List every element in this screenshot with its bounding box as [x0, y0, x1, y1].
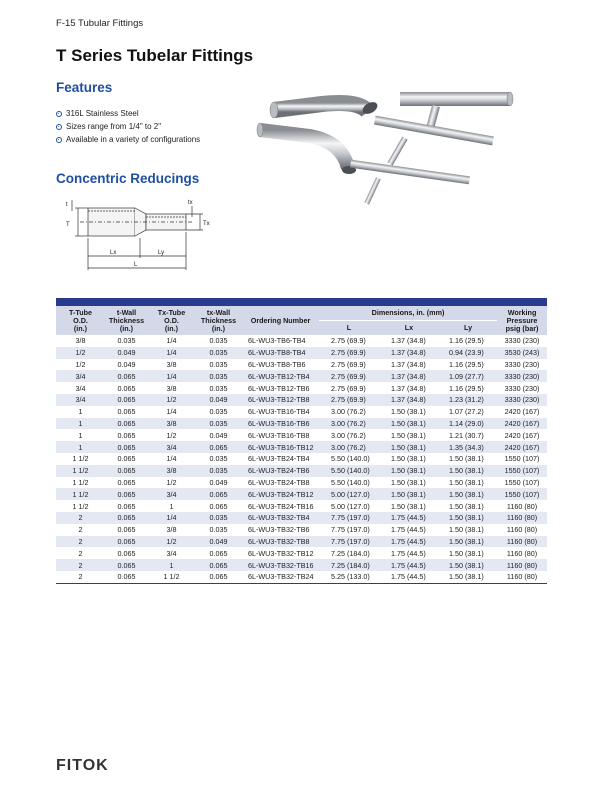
table-row: [56, 429, 547, 441]
cell-t-tube: 3/8: [75, 336, 86, 346]
cell-ordering-number: 6L-WU3-TB24-TB16: [248, 501, 314, 511]
cell-Ly: 1.50 (38.1): [439, 512, 497, 524]
cell-working-pressure: 1160 (80): [506, 501, 538, 511]
cell-working-pressure: 1550 (107): [504, 454, 540, 464]
cell-tx-tube: 1/2: [166, 430, 177, 440]
product-photo: [252, 72, 552, 222]
col-header-Ly: Ly: [463, 323, 473, 332]
cell-working-pressure: 1160 (80): [497, 512, 547, 524]
cell-tx-wall: 0.035: [195, 418, 242, 430]
cell-t-tube: 2: [78, 548, 83, 558]
cell-tx-wall: 0.065: [195, 488, 242, 500]
cell-ordering-number: 6L-WU3-TB32-TB8: [242, 536, 319, 548]
cell-tx-tube: 3/8: [166, 525, 177, 535]
cell-tx-wall: 0.035: [195, 465, 242, 477]
cell-tx-tube: 1 1/2: [163, 572, 180, 582]
cell-Ly: 1.21 (30.7): [449, 430, 484, 440]
table-row: [56, 382, 547, 394]
col-header-ordering-number: Ordering Number: [250, 315, 311, 325]
cell-ordering-number: 6L-WU3-TB8-TB4: [242, 347, 319, 359]
table-row: [56, 524, 547, 536]
cell-ordering-number: 6L-WU3-TB12-TB6: [248, 383, 310, 393]
cell-working-pressure: 1160 (80): [497, 536, 547, 548]
cell-t-tube: 1: [78, 430, 83, 440]
cell-Lx: 1.50 (38.1): [391, 430, 426, 440]
table-row: [56, 547, 547, 559]
cell-t-wall: 0.065: [117, 383, 136, 393]
cell-Lx: 1.75 (44.5): [391, 548, 426, 558]
cell-L: 3.00 (76.2): [319, 418, 379, 430]
cell-working-pressure: 3330 (230): [504, 383, 540, 393]
table-row: [56, 406, 547, 418]
cell-Lx: 1.50 (38.1): [379, 488, 439, 500]
cell-working-pressure: 3330 (230): [504, 336, 540, 346]
cell-Lx: 1.50 (38.1): [379, 465, 439, 477]
table-row: [56, 488, 547, 500]
cell-Ly: 1.16 (29.5): [449, 359, 484, 369]
cell-tx-wall: 0.035: [209, 454, 228, 464]
feature-item: Sizes range from 1/4" to 2": [56, 120, 200, 133]
cell-L: 7.75 (197.0): [319, 536, 379, 548]
diagram-label-Lx: Lx: [110, 250, 117, 256]
cell-ordering-number: 6L-WU3-TB16-TB12: [242, 441, 319, 453]
cell-tx-tube: 1/2: [148, 394, 195, 406]
cell-Lx: 1.50 (38.1): [391, 477, 426, 487]
cell-working-pressure: 3330 (230): [497, 370, 547, 382]
table-row: [56, 512, 547, 524]
cell-L: 2.75 (69.9): [331, 359, 366, 369]
cell-Ly: 1.50 (38.1): [449, 525, 484, 535]
cell-t-tube: 1 1/2: [72, 454, 89, 464]
cell-tx-tube: 3/4: [148, 441, 195, 453]
cell-t-wall: 0.065: [105, 559, 148, 571]
col-header-t-tube: T-Tube O.D. (in.): [68, 307, 93, 333]
cell-tx-tube: 1/4: [148, 512, 195, 524]
table-row: [56, 359, 547, 371]
cell-tx-wall: 0.065: [195, 559, 242, 571]
diagram-label-Tx: Tx: [203, 221, 210, 227]
feature-item: Available in a variety of configurations: [56, 133, 200, 146]
cell-working-pressure: 3330 (230): [497, 394, 547, 406]
cell-L: 5.00 (127.0): [319, 488, 379, 500]
table-row: [56, 418, 547, 430]
cell-L: 5.00 (127.0): [331, 501, 370, 511]
table-top-bar: [56, 298, 547, 306]
cell-tx-tube: 1/2: [166, 477, 177, 487]
col-header-dimensions: Dimensions, in. (mm): [319, 306, 497, 321]
cell-tx-tube: 3/8: [166, 359, 177, 369]
cell-Ly: 1.50 (38.1): [449, 454, 484, 464]
cell-t-tube: 1 1/2: [56, 488, 105, 500]
cell-t-tube: 1 1/2: [56, 465, 105, 477]
cell-ordering-number: 6L-WU3-TB16-TB4: [248, 407, 310, 417]
cell-L: 3.00 (76.2): [319, 441, 379, 453]
cell-t-wall: 0.065: [105, 488, 148, 500]
cell-Lx: 1.50 (38.1): [391, 407, 426, 417]
cell-t-wall: 0.035: [117, 336, 136, 346]
cell-ordering-number: 6L-WU3-TB32-TB4: [242, 512, 319, 524]
cell-t-tube: 1/2: [56, 347, 105, 359]
cell-t-wall: 0.065: [117, 477, 136, 487]
page-title: T Series Tubelar Fittings: [56, 46, 254, 65]
cell-tx-wall: 0.065: [209, 501, 228, 511]
features-list: [56, 107, 200, 146]
cell-Ly: 1.35 (34.3): [439, 441, 497, 453]
cell-working-pressure: 1550 (107): [504, 477, 540, 487]
cell-Lx: 1.37 (34.8): [379, 347, 439, 359]
cell-tx-wall: 0.035: [209, 336, 228, 346]
cell-tx-tube: 1/2: [148, 536, 195, 548]
cell-Ly: 1.23 (31.2): [439, 394, 497, 406]
cell-ordering-number: 6L-WU3-TB6-TB4: [248, 336, 306, 346]
table-row: [56, 335, 547, 347]
cell-t-wall: 0.065: [117, 430, 136, 440]
cell-L: 2.75 (69.9): [331, 383, 366, 393]
cell-working-pressure: 1160 (80): [506, 525, 538, 535]
diagram-label-t: t: [66, 202, 68, 208]
col-header-L: L: [346, 323, 352, 332]
cell-Lx: 1.37 (34.8): [379, 370, 439, 382]
cell-tx-tube: 1: [169, 501, 174, 511]
cell-Lx: 1.50 (38.1): [391, 454, 426, 464]
cell-t-wall: 0.049: [105, 347, 148, 359]
cell-L: 3.00 (76.2): [331, 430, 366, 440]
cell-t-wall: 0.065: [117, 548, 136, 558]
cell-L: 2.75 (69.9): [331, 336, 366, 346]
diagram-label-Ly: Ly: [158, 250, 165, 256]
table-row: [56, 500, 547, 512]
cell-ordering-number: 6L-WU3-TB24-TB8: [248, 477, 310, 487]
cell-t-wall: 0.065: [117, 407, 136, 417]
cell-Ly: 1.50 (38.1): [449, 477, 484, 487]
fittings-table: [56, 298, 547, 584]
cell-working-pressure: 1550 (107): [497, 488, 547, 500]
cell-ordering-number: 6L-WU3-TB12-TB8: [242, 394, 319, 406]
cell-working-pressure: 1160 (80): [497, 559, 547, 571]
cell-t-tube: 1: [56, 441, 105, 453]
table-row: [56, 536, 547, 548]
table-row: [56, 465, 547, 477]
table-row: [56, 559, 547, 571]
cell-L: 2.75 (69.9): [319, 394, 379, 406]
cell-t-tube: 3/4: [56, 394, 105, 406]
cell-Lx: 1.75 (44.5): [379, 536, 439, 548]
diagram-label-L: L: [134, 262, 138, 268]
cell-Ly: 1.50 (38.1): [439, 559, 497, 571]
cell-tx-tube: 1: [148, 559, 195, 571]
cell-t-wall: 0.065: [105, 512, 148, 524]
cell-ordering-number: 6L-WU3-TB24-TB6: [242, 465, 319, 477]
cell-t-wall: 0.065: [105, 441, 148, 453]
cell-ordering-number: 6L-WU3-TB12-TB4: [242, 370, 319, 382]
cell-tx-tube: 3/8: [148, 465, 195, 477]
cell-t-tube: 1 1/2: [72, 501, 89, 511]
cell-t-wall: 0.065: [105, 465, 148, 477]
cell-t-tube: 1/2: [75, 359, 86, 369]
cell-tx-tube: 1/4: [166, 454, 177, 464]
table-row: [56, 453, 547, 465]
cell-tx-wall: 0.035: [209, 525, 228, 535]
cell-tx-wall: 0.065: [209, 572, 228, 582]
col-header-working-pressure: Working Pressure psig (bar): [505, 307, 539, 333]
cell-Lx: 1.75 (44.5): [391, 572, 426, 582]
cell-working-pressure: 1550 (107): [497, 465, 547, 477]
cell-tx-tube: 3/4: [166, 548, 177, 558]
cell-Ly: 1.16 (29.5): [449, 336, 484, 346]
col-header-Lx: Lx: [404, 323, 414, 332]
cell-L: 7.25 (184.0): [331, 548, 370, 558]
cell-Ly: 1.14 (29.0): [439, 418, 497, 430]
cell-ordering-number: 6L-WU3-TB32-TB12: [248, 548, 314, 558]
cell-tx-wall: 0.035: [209, 359, 228, 369]
cell-L: 3.00 (76.2): [331, 407, 366, 417]
cell-L: 7.75 (197.0): [331, 525, 370, 535]
cell-ordering-number: 6L-WU3-TB32-TB16: [242, 559, 319, 571]
cell-L: 5.50 (140.0): [331, 477, 370, 487]
cell-t-wall: 0.065: [117, 501, 136, 511]
cell-Lx: 1.75 (44.5): [379, 512, 439, 524]
concentric-reducings-heading: Concentric Reducings: [56, 171, 200, 186]
features-heading: Features: [56, 80, 113, 95]
cell-tx-wall: 0.035: [209, 407, 228, 417]
diagram-label-tx: tx: [188, 200, 193, 206]
cell-tx-tube: 3/8: [166, 383, 177, 393]
table-row: [56, 477, 547, 489]
cell-Ly: 1.50 (38.1): [439, 465, 497, 477]
bullet-icon: [56, 124, 62, 130]
cell-tx-wall: 0.049: [209, 477, 228, 487]
cell-t-wall: 0.049: [117, 359, 136, 369]
cell-L: 2.75 (69.9): [319, 347, 379, 359]
cell-tx-wall: 0.035: [195, 347, 242, 359]
cell-working-pressure: 2420 (167): [504, 430, 540, 440]
cell-working-pressure: 2420 (167): [504, 407, 540, 417]
cell-Ly: 1.50 (38.1): [439, 488, 497, 500]
cell-Lx: 1.50 (38.1): [379, 418, 439, 430]
cell-Ly: 1.07 (27.2): [449, 407, 484, 417]
bullet-icon: [56, 137, 62, 143]
cell-working-pressure: 3530 (243): [497, 347, 547, 359]
cell-Lx: 1.37 (34.8): [379, 394, 439, 406]
table-row: [56, 347, 547, 359]
cell-tx-tube: 1/4: [166, 407, 177, 417]
cell-t-wall: 0.065: [117, 572, 136, 582]
brand-logo: FITOK: [56, 757, 109, 774]
cell-Ly: 1.50 (38.1): [449, 501, 484, 511]
cell-t-wall: 0.065: [105, 394, 148, 406]
cell-t-tube: 2: [78, 572, 83, 582]
cell-working-pressure: 1160 (80): [506, 572, 538, 582]
cell-L: 7.75 (197.0): [319, 512, 379, 524]
cell-tx-wall: 0.049: [195, 536, 242, 548]
cell-ordering-number: 6L-WU3-TB24-TB12: [242, 488, 319, 500]
cell-t-tube: 2: [78, 525, 83, 535]
cell-tx-tube: 1/4: [166, 336, 177, 346]
cell-working-pressure: 1160 (80): [506, 548, 538, 558]
col-header-tx-wall: tx-Wall Thickness (in.): [200, 307, 237, 333]
fittings-data-table: [56, 306, 547, 583]
cell-Lx: 1.37 (34.8): [391, 359, 426, 369]
cell-Ly: 1.50 (38.1): [449, 548, 484, 558]
cell-tx-tube: 1/4: [148, 347, 195, 359]
cell-ordering-number: 6L-WU3-TB32-TB6: [248, 525, 310, 535]
cell-tx-wall: 0.035: [195, 512, 242, 524]
cell-tx-tube: 3/8: [148, 418, 195, 430]
bullet-icon: [56, 111, 62, 117]
cell-L: 2.75 (69.9): [319, 370, 379, 382]
cell-tx-wall: 0.035: [195, 370, 242, 382]
cell-t-tube: 2: [56, 559, 105, 571]
cell-t-tube: 2: [56, 512, 105, 524]
cell-Lx: 1.50 (38.1): [391, 501, 426, 511]
cell-Lx: 1.37 (34.8): [391, 383, 426, 393]
cell-tx-wall: 0.065: [195, 441, 242, 453]
cell-ordering-number: 6L-WU3-TB32-TB24: [248, 572, 314, 582]
cell-t-tube: 1 1/2: [72, 477, 89, 487]
cell-working-pressure: 3330 (230): [504, 359, 540, 369]
cell-t-wall: 0.065: [117, 525, 136, 535]
cell-tx-tube: 3/4: [148, 488, 195, 500]
table-row: [56, 370, 547, 382]
cell-ordering-number: 6L-WU3-TB24-TB4: [248, 454, 310, 464]
cell-ordering-number: 6L-WU3-TB16-TB6: [242, 418, 319, 430]
diagram-label-T: T: [66, 222, 70, 228]
section-reference: F-15 Tubular Fittings: [56, 18, 144, 29]
cell-working-pressure: 2420 (167): [497, 441, 547, 453]
cell-tx-tube: 1/4: [148, 370, 195, 382]
cell-Lx: 1.75 (44.5): [391, 525, 426, 535]
col-header-t-wall: t-Wall Thickness (in.): [108, 307, 145, 333]
cell-t-wall: 0.065: [105, 370, 148, 382]
cell-t-wall: 0.065: [117, 454, 136, 464]
cell-L: 5.50 (140.0): [319, 465, 379, 477]
cell-working-pressure: 2420 (167): [497, 418, 547, 430]
table-body: [56, 335, 547, 583]
cell-Ly: 1.16 (29.5): [449, 383, 484, 393]
cell-L: 7.25 (184.0): [319, 559, 379, 571]
cell-Lx: 1.75 (44.5): [379, 559, 439, 571]
cell-Lx: 1.50 (38.1): [379, 441, 439, 453]
table-row: [56, 441, 547, 453]
col-header-tx-tube: Tx-Tube O.D. (in.): [157, 307, 186, 333]
cell-L: 5.50 (140.0): [331, 454, 370, 464]
cell-Ly: 0.94 (23.9): [439, 347, 497, 359]
table-bottom-rule: [56, 583, 547, 584]
cell-Ly: 1.09 (27.7): [439, 370, 497, 382]
cell-tx-wall: 0.049: [195, 394, 242, 406]
cell-t-wall: 0.065: [105, 418, 148, 430]
table-row: [56, 571, 547, 583]
cell-tx-wall: 0.035: [209, 383, 228, 393]
cell-t-tube: 3/4: [56, 370, 105, 382]
reducer-diagram: [60, 194, 220, 276]
cell-t-wall: 0.065: [105, 536, 148, 548]
cell-ordering-number: 6L-WU3-TB8-TB6: [248, 359, 306, 369]
feature-item: 316L Stainless Steel: [56, 107, 200, 120]
cell-tx-wall: 0.065: [209, 548, 228, 558]
cell-t-tube: 2: [56, 536, 105, 548]
table-row: [56, 394, 547, 406]
cell-Ly: 1.50 (38.1): [439, 536, 497, 548]
cell-t-tube: 3/4: [75, 383, 86, 393]
cell-tx-wall: 0.049: [209, 430, 228, 440]
cell-Ly: 1.50 (38.1): [449, 572, 484, 582]
cell-t-tube: 1: [78, 407, 83, 417]
cell-L: 5.25 (133.0): [331, 572, 370, 582]
cell-ordering-number: 6L-WU3-TB16-TB8: [248, 430, 310, 440]
cell-t-tube: 1: [56, 418, 105, 430]
cell-Lx: 1.37 (34.8): [391, 336, 426, 346]
